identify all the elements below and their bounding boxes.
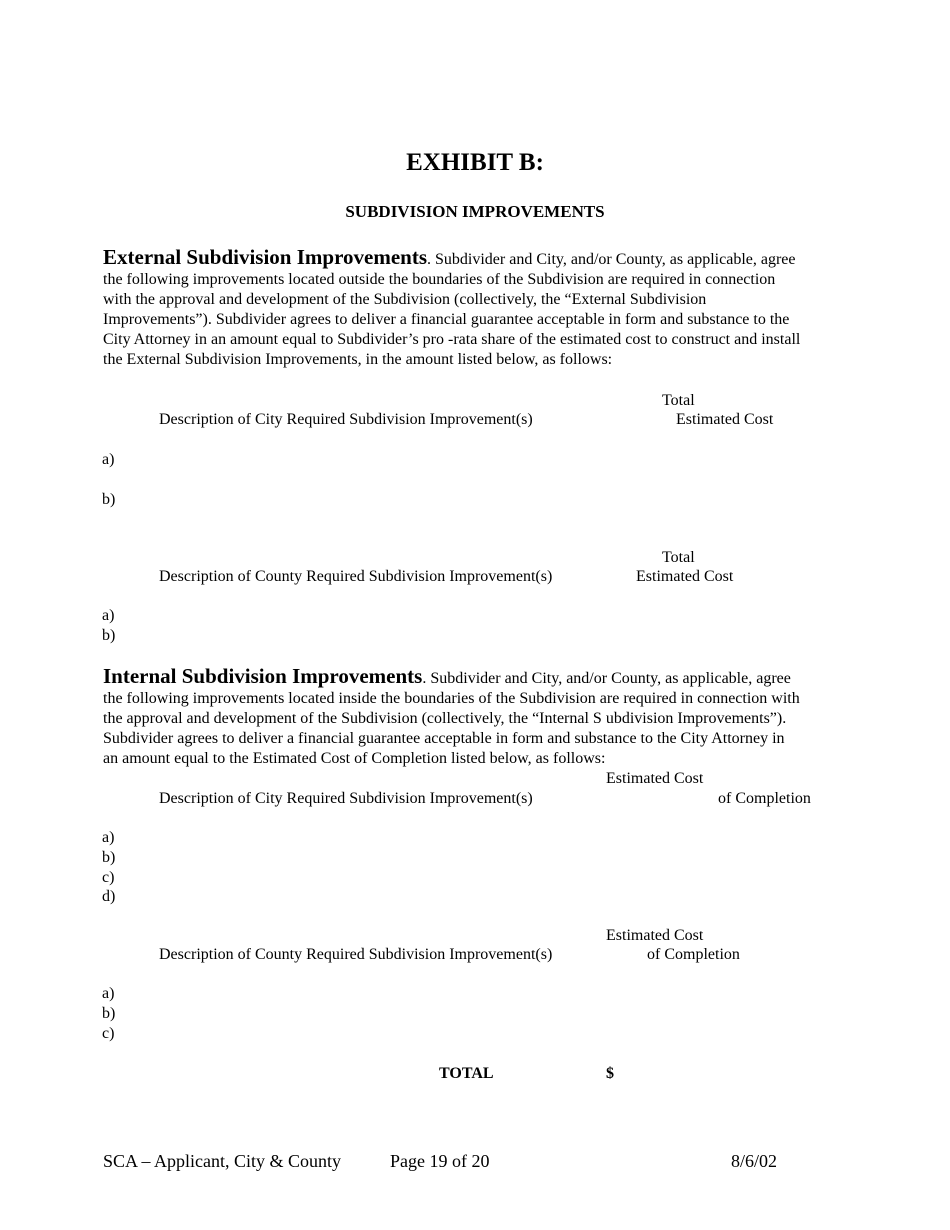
external-city-item-a: a)	[102, 451, 115, 468]
internal-heading: Internal Subdivision Improvements	[103, 664, 423, 688]
page-title: EXHIBIT B:	[406, 149, 544, 176]
external-line-1: the following improvements located outside the boundaries of the Subdivision are required in connection	[103, 271, 776, 288]
internal-county-cost-header-1: Estimated Cost	[606, 927, 704, 944]
external-county-description-header: Description of County Required Subdivision Improvement(s)	[159, 568, 553, 585]
internal-first-line	[103, 666, 853, 689]
internal-line-2: the approval and development of the Subdivision (collectively, the “Internal S ubdivision Improvements”).	[103, 710, 787, 727]
external-city-cost-header-1: Total	[662, 392, 695, 409]
external-heading: External Subdivision Improvements	[103, 245, 427, 269]
external-first-line	[103, 247, 853, 270]
internal-city-item-d: d)	[102, 888, 116, 905]
footer-left: SCA – Applicant, City & County	[103, 1151, 342, 1171]
internal-line-1: the following improvements located inside the boundaries of the Subdivision are required in connection with	[103, 690, 800, 707]
external-city-item-b: b)	[102, 491, 116, 508]
internal-line-3: Subdivider agrees to deliver a financial guarantee acceptable in form and substance to the City Attorney in	[103, 730, 785, 747]
internal-city-item-b: b)	[102, 849, 116, 866]
external-county-item-b: b)	[102, 627, 116, 644]
external-county-cost-header-1: Total	[662, 549, 695, 566]
internal-line-0: . Subdivider and City, and/or County, as applicable, agree	[422, 670, 791, 687]
internal-county-item-a: a)	[102, 985, 115, 1002]
external-paragraph	[103, 247, 853, 370]
internal-city-item-c: c)	[102, 869, 115, 886]
internal-city-item-a: a)	[102, 829, 115, 846]
internal-city-cost-header-1: Estimated Cost	[606, 770, 704, 787]
footer-date: 8/6/02	[731, 1151, 778, 1171]
page-subtitle: SUBDIVISION IMPROVEMENTS	[345, 202, 605, 221]
total-currency: $	[606, 1065, 614, 1082]
internal-county-item-c: c)	[102, 1025, 115, 1042]
internal-line-4: an amount equal to the Estimated Cost of Completion listed below, as follows:	[103, 750, 606, 767]
external-county-cost-header-2: Estimated Cost	[636, 568, 734, 585]
external-line-2: with the approval and development of the Subdivision (collectively, the “External Subdivision	[103, 291, 707, 308]
internal-city-description-header: Description of City Required Subdivision Improvement(s)	[159, 790, 533, 807]
external-line-0: . Subdivider and City, and/or County, as applicable, agree	[427, 251, 796, 268]
external-line-5: the External Subdivision Improvements, in the amount listed below, as follows:	[103, 351, 613, 368]
internal-county-cost-header-2: of Completion	[647, 946, 740, 963]
external-line-4: City Attorney in an amount equal to Subdivider’s pro -rata share of the estimated cost to construct and install	[103, 331, 801, 348]
external-city-description-header: Description of City Required Subdivision Improvement(s)	[159, 411, 533, 428]
internal-city-cost-header-2: of Completion	[718, 790, 811, 807]
internal-county-description-header: Description of County Required Subdivision Improvement(s)	[159, 946, 553, 963]
external-city-cost-header-2: Estimated Cost	[676, 411, 774, 428]
internal-county-item-b: b)	[102, 1005, 116, 1022]
external-county-item-a: a)	[102, 607, 115, 624]
external-line-3: Improvements”). Subdivider agrees to deliver a financial guarantee acceptable in form and substance to the	[103, 311, 790, 328]
total-label: TOTAL	[439, 1065, 494, 1082]
footer-page-number: Page 19 of 20	[390, 1151, 490, 1171]
internal-paragraph	[103, 666, 853, 769]
